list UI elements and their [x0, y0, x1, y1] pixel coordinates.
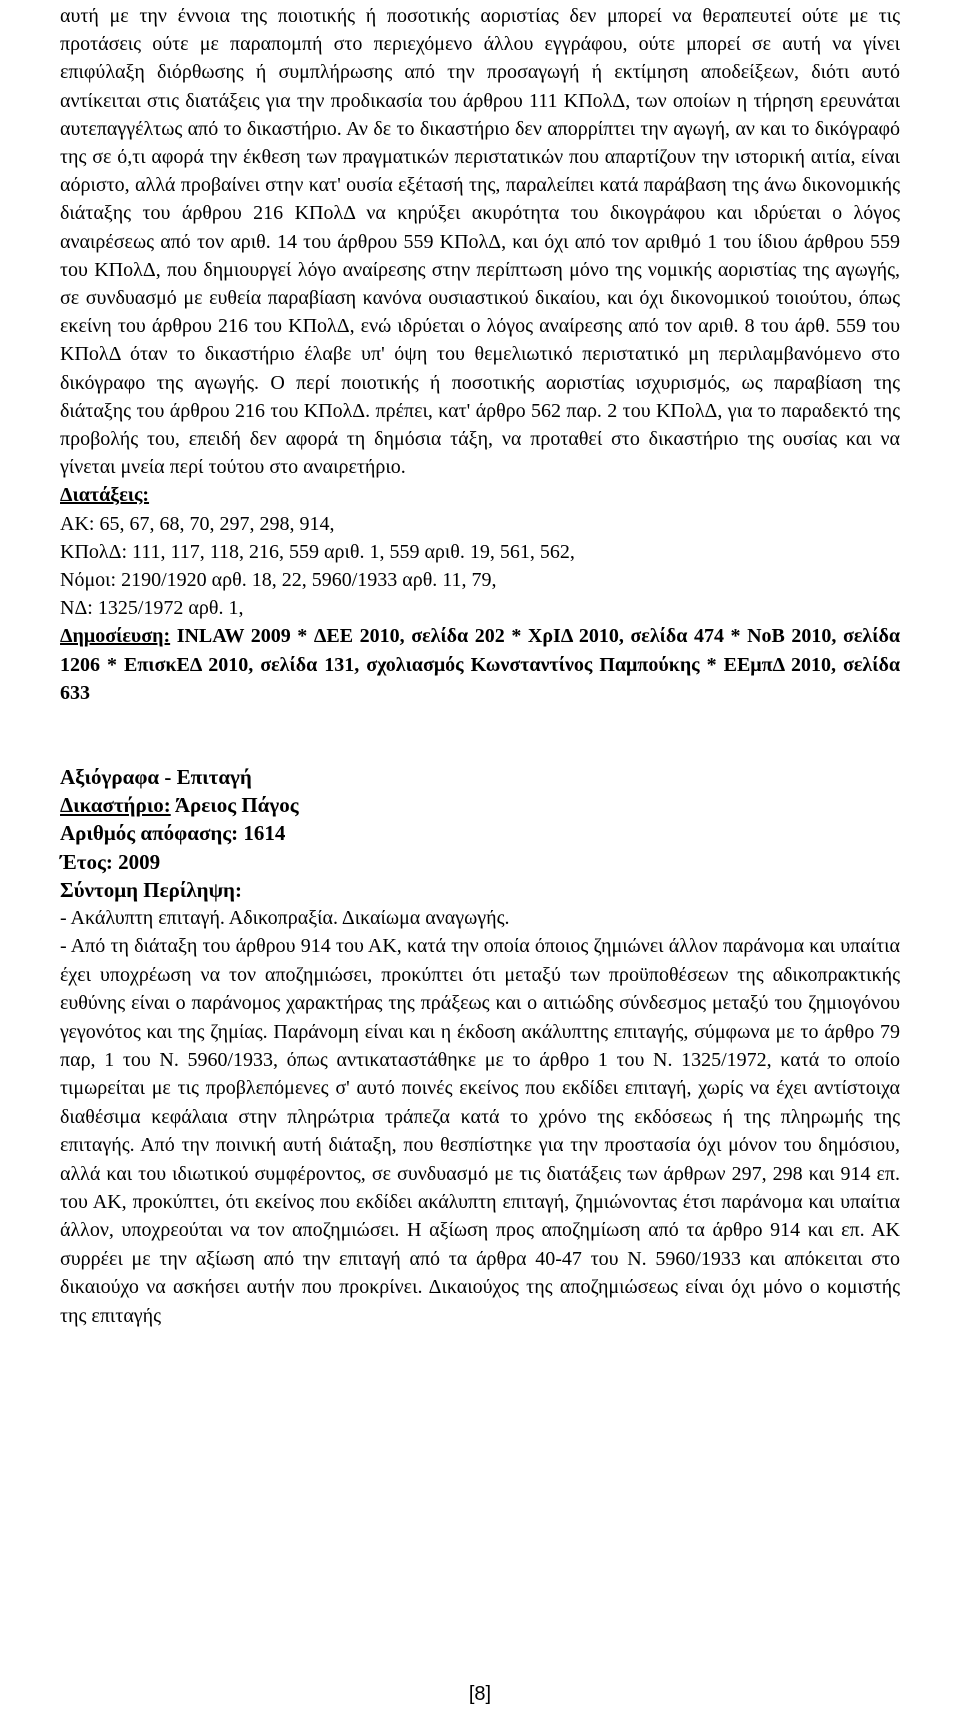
case-year — [60, 848, 900, 876]
section-spacer — [60, 707, 900, 763]
case-title: Αξιόγραφα - Επιταγή — [60, 765, 252, 790]
case-decision-number — [60, 819, 900, 847]
provisions-item-nd: ΝΔ: 1325/1972 αρθ. 1, — [60, 597, 244, 620]
court-label: Δικαστήριο: — [60, 793, 171, 818]
page-number: [8] — [468, 1683, 492, 1705]
provisions-item-ak: ΑΚ: 65, 67, 68, 70, 297, 298, 914, — [60, 512, 335, 535]
provisions-item-laws: Νόμοι: 2190/1920 αρθ. 18, 22, 5960/1933 αρθ. 11, 79, — [60, 569, 497, 592]
case-info — [60, 763, 900, 904]
decision-value: 1614 — [238, 821, 286, 846]
summary-keywords: - Ακάλυπτη επιταγή. Αδικοπραξία. Δικαίωμα αναγωγής. — [60, 907, 510, 930]
publication-paragraph — [60, 622, 900, 707]
case-court — [60, 791, 900, 819]
year-label: Έτος: — [60, 849, 113, 874]
summary-heading: Σύντομη Περίληψη: — [60, 877, 242, 902]
court-value: Άρειος Πάγος — [170, 793, 299, 818]
provisions-heading: Διατάξεις: — [60, 484, 150, 507]
decision-label: Αριθμός απόφασης: — [60, 821, 239, 846]
ruling-paragraph: αυτή με την έννοια της ποιοτικής ή ποσοτικής αοριστίας δεν μπορεί να θεραπευτεί ούτε με τις προτάσεις ούτε με παραπομπή στο περιεχόμενο άλλου εγγράφου, ούτε μπορεί σε αυτή να γίνει επιφύλαξη διόρθωσης ή συμπλήρωσης από την προσαγωγή ή εκτίμηση αποδείξεων, διότι αυτό αντίκειται στις διατάξεις για την προδικασία του άρθρου 111 ΚΠολΔ, των οποίων η τήρηση ερευνάται αυτεπαγγέλτως από το δικαστήριο. Αν δε το δικαστήριο δεν απορρίπτει την αγωγή, αν και το δικόγραφό της σε ό,τι αφορά την έκθεση των πραγματικών περιστατικών που απαρτίζουν την ιστορική αιτία, είναι αόριστο, αλλά προβαίνει στην κατ' ουσία εξέτασή της, παραλείπει κατά παράβαση της άνω δικονομικής διάταξης του άρθρου 216 ΚΠολΔ να κηρύξει ακυρότητα του δικογράφου και ιδρύεται ο λόγος αναιρέσεως από τον αριθ. 14 του άρθρου 559 ΚΠολΔ, και όχι από τον αριθμό 1 του ίδιου άρθρου 559 του ΚΠολΔ, που δημιουργεί λόγο αναίρεσης στην περίπτωση μόνο της νομικής αοριστίας της αγωγής, σε συνδυασμό με ευθεία παραβίαση κανόνα ουσιαστικού δικαίου, και όχι δικονομικού τοιούτου, όπως εκείνη του άρθρου 216 του ΚΠολΔ, ενώ ιδρύεται ο λόγος αναίρεσης από τον αριθ. 8 του άρθ. 559 του ΚΠολΔ όταν το δικαστήριο έλαβε υπ' όψη του θεμελιωτικό περιστατικό μη περιλαμβανόμενο στο δικόγραφο της αγωγής. Ο περί ποιοτικής ή ποσοτικής αοριστίας ισχυρισμός, ως παραβίαση της διάταξης του άρθρου 216 του ΚΠολΔ. πρέπει, κατ' άρθρο 562 παρ. 2 του ΚΠολΔ, για το παραδεκτό της προβολής του, επειδή δεν αφορά τη δημόσια τάξη, να προταθεί στο δικαστήριο της ουσίας και να γίνεται μνεία περί τούτου στο αναιρετήριο. — [60, 5, 900, 479]
summary-paragraph: - Από τη διάταξη του άρθρου 914 του ΑΚ, κατά την οποία όποιος ζημιώνει άλλον παράνομα και υπαίτια έχει υποχρέωση να τον αποζημιώσει, προκύπτει ότι μεταξύ των προϋποθέσεων της αδικοπρακτικής ευθύνης είναι ο παράνομος χαρακτήρας της πράξεως και ο αιτιώδης σύνδεσμος μεταξύ του ζημιογόνου γεγονότος και της ζημίας. Παράνομη είναι και η έκδοση ακάλυπτης επιταγής, σύμφωνα με το άρθρο 79 παρ, 1 του Ν. 5960/1933, όπως αντικαταστάθηκε με το άρθρο 1 του Ν. 1325/1972, κατά το οποίο τιμωρείται με τις προβλεπόμενες σ' αυτό ποινές εκείνος που εκδίδει επιταγή, χωρίς να έχει αντίστοιχα διαθέσιμα κεφάλαια στην πληρώτρια τράπεζα κατά το χρόνο της εκδόσεως ή της πληρωμής της επιταγής. Από την ποινική αυτή διάταξη, που θεσπίστηκε για την προστασία όχι μόνον του δημόσιου, αλλά και του ιδιωτικού συμφέροντος, σε συνδυασμό με τις διατάξεις των άρθρων 297, 298 και 914 επ. του ΑΚ, προκύπτει, ότι εκείνος που εκδίδει ακάλυπτη επιταγή, ζημιώνοντας έτσι παράνομα και υπαίτια άλλον, υποχρεούται να τον αποζημιώσει. Η αξίωση προς αποζημίωση από τα άρθρο 914 και επ. ΑΚ συρρέει με την αξίωση από την επιταγή από τα άρθρα 40-47 του Ν. 5960/1933 και απόκειται στο δικαιούχο να ασκήσει αυτήν που προκρίνει. Δικαιούχος της αποζημιώσεως είναι όχι μόνο ο κομιστής της επιταγής — [60, 935, 900, 1327]
publication-text: INLAW 2009 * ΔΕΕ 2010, σελίδα 202 * ΧρΙΔ 2010, σελίδα 474 * ΝοΒ 2010, σελίδα 1206 * ΕπισκΕΔ 2010, σελίδα 131, σχολιασμός Κωνσταντίνος Παμπούκης * ΕΕμπΔ 2010, σελίδα 633 — [60, 625, 900, 704]
year-value: 2009 — [112, 849, 161, 874]
provisions-item-kpold: ΚΠολΔ: 111, 117, 118, 216, 559 αριθ. 1, 559 αριθ. 19, 561, 562, — [60, 540, 575, 563]
publication-label: Δημοσίευση: — [60, 625, 171, 648]
